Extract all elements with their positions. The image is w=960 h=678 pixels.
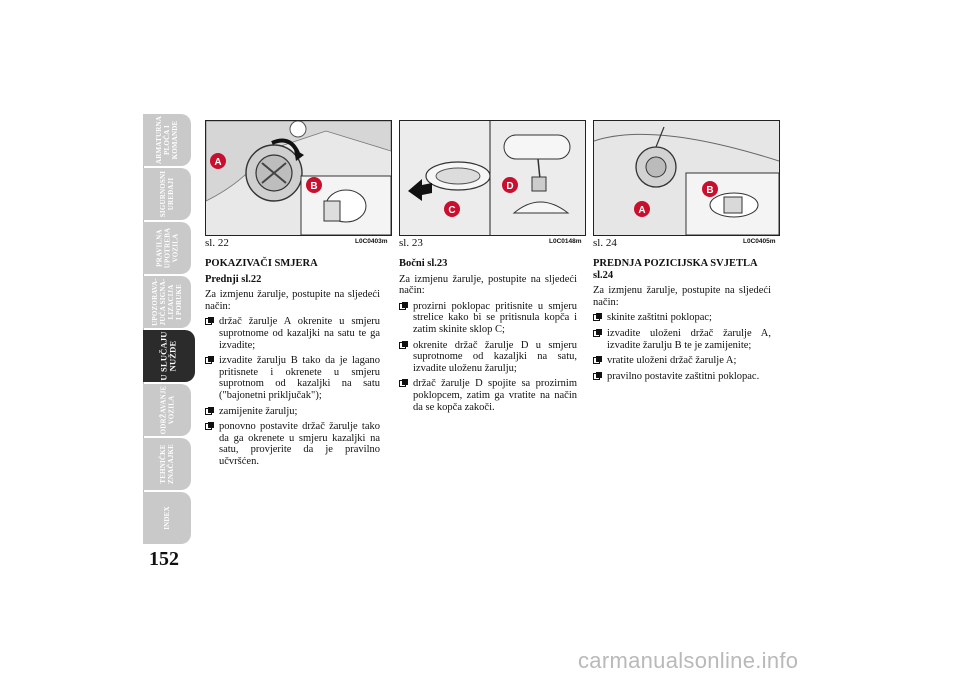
tab-pravilna-upotreba[interactable]	[143, 222, 191, 274]
bullet-icon	[205, 357, 212, 364]
section-title: PREDNJA POZICIJSKA SVJETLA sl.24	[593, 258, 757, 281]
list-item	[205, 316, 380, 351]
list-item	[399, 301, 577, 336]
figure-23-label: sl. 23	[399, 237, 423, 249]
bullet-icon	[593, 330, 600, 337]
list-item	[593, 328, 771, 351]
list-item-text: vratite uloženi držač žarulje A;	[607, 355, 737, 367]
intro-text: Za izmjenu žarulje, postupite na sljedeći način:	[205, 289, 380, 312]
figure-24-code: L0C0405m	[743, 238, 776, 245]
watermark: carmanualsonline.info	[578, 648, 799, 673]
callout-b: B	[706, 185, 714, 196]
list-item	[205, 421, 380, 467]
bullet-icon	[205, 318, 212, 325]
column-side-indicators	[399, 258, 577, 417]
list-item-text: zamijenite žarulju;	[219, 405, 298, 417]
figure-24-label: sl. 24	[593, 237, 617, 249]
list-item	[205, 406, 380, 418]
intro-text: Za izmjenu žarulje, postupite na sljedeći način:	[399, 273, 577, 297]
figure-23-code: L0C0148m	[549, 238, 582, 245]
tab-label: TEHNIČKE ZNAČAJKE	[158, 443, 175, 485]
section-title: POKAZIVAČI SMJERA	[205, 258, 318, 269]
steps-list	[593, 312, 771, 382]
callout-c: C	[448, 205, 456, 216]
tab-label: INDEX	[163, 506, 171, 530]
tab-armaturna-ploca[interactable]	[143, 114, 191, 166]
list-item-text: pravilno postavite zaštitni poklopac.	[607, 370, 760, 382]
list-item-text: izvadite žarulju B tako da je lagano pritisnete i okrenete u smjeru suprotnom od kazaljki na satu ("bajonetni priključak");	[219, 355, 380, 401]
figure-24-illustration	[594, 121, 779, 235]
list-item	[205, 355, 380, 401]
tab-label: SIGURNOSNI UREĐAJI	[158, 170, 175, 218]
list-item	[593, 371, 771, 383]
callout-b: B	[310, 181, 318, 192]
figure-22-illustration	[206, 121, 391, 235]
steps-list	[205, 316, 380, 467]
figure-23	[399, 120, 586, 236]
tab-label: UPOZORAVA- JUĆA SIGNA- LIZACIJA I PORUKE	[150, 278, 183, 326]
callout-a: A	[214, 157, 222, 168]
tab-u-slucaju-nuzde[interactable]	[143, 330, 195, 382]
list-item	[593, 355, 771, 367]
column-front-position-lights	[593, 258, 771, 386]
list-item-text: izvadite uloženi držač žarulje A, izvadite žarulju B te je zamijenite;	[607, 327, 771, 351]
intro-text: Za izmjenu žarulje, postupite na sljedeći način:	[593, 285, 771, 308]
list-item-text: držač žarulje D spojite sa prozirnim poklopcem, zatim ga vratite na način da se kopča zakoči.	[413, 378, 577, 413]
tab-sigurnosni-uredaji[interactable]	[143, 168, 191, 220]
list-item-text: okrenite držač žarulje D u smjeru suprotnome od kazaljki na satu, izvadite uloženu žarulju;	[413, 339, 577, 374]
bullet-icon	[205, 423, 212, 430]
figure-22-code: L0C0403m	[355, 238, 388, 245]
tab-upozoravajuca-signalizacija[interactable]	[143, 276, 191, 328]
bullet-icon	[205, 408, 212, 415]
figure-22	[205, 120, 392, 236]
bullet-icon	[593, 357, 600, 364]
page-number: 152	[149, 548, 179, 570]
list-item-text: držač žarulje A okrenite u smjeru suprotnome od kazaljki na satu te ga izvadite;	[219, 316, 380, 351]
section-title: Bočni sl.23	[399, 258, 448, 269]
steps-list	[399, 301, 577, 413]
column-turn-signals	[205, 258, 380, 472]
section-subtitle: Prednji sl.22	[205, 273, 262, 285]
bullet-icon	[593, 314, 600, 321]
bullet-icon	[399, 380, 406, 387]
callout-a: A	[638, 205, 646, 216]
list-item	[399, 378, 577, 413]
tab-odrzavanje-vozila[interactable]	[143, 384, 191, 436]
tab-label: ODRŽAVANJE VOZILA	[159, 385, 175, 435]
figure-23-illustration	[400, 121, 585, 235]
figure-22-label: sl. 22	[205, 237, 229, 249]
callout-d: D	[506, 181, 514, 192]
tab-label: U SLUČAJU NUŽDE	[158, 331, 178, 381]
list-item	[593, 312, 771, 324]
figure-24	[593, 120, 780, 236]
tab-label: PRAVILNA UPOTREBA VOZILA	[155, 227, 179, 269]
list-item-text: prozirni poklopac pritisnite u smjeru strelice kako bi se pritisnula kopča i zatim skinite sklop C;	[413, 300, 577, 335]
bullet-icon	[399, 303, 406, 310]
tab-tehnicke-znacajke[interactable]	[143, 438, 191, 490]
list-item-text: skinite zaštitni poklopac;	[607, 312, 712, 324]
tab-index[interactable]	[143, 492, 191, 544]
bullet-icon	[593, 373, 600, 380]
list-item-text: ponovno postavite držač žarulje tako da ga okrenete u smjeru kazaljki na satu, provjerite da je pravilno učvršćen.	[219, 421, 380, 467]
list-item	[399, 340, 577, 375]
bullet-icon	[399, 342, 406, 349]
tab-label: ARMATURNA PLOČA I KOMANDE	[154, 116, 179, 164]
